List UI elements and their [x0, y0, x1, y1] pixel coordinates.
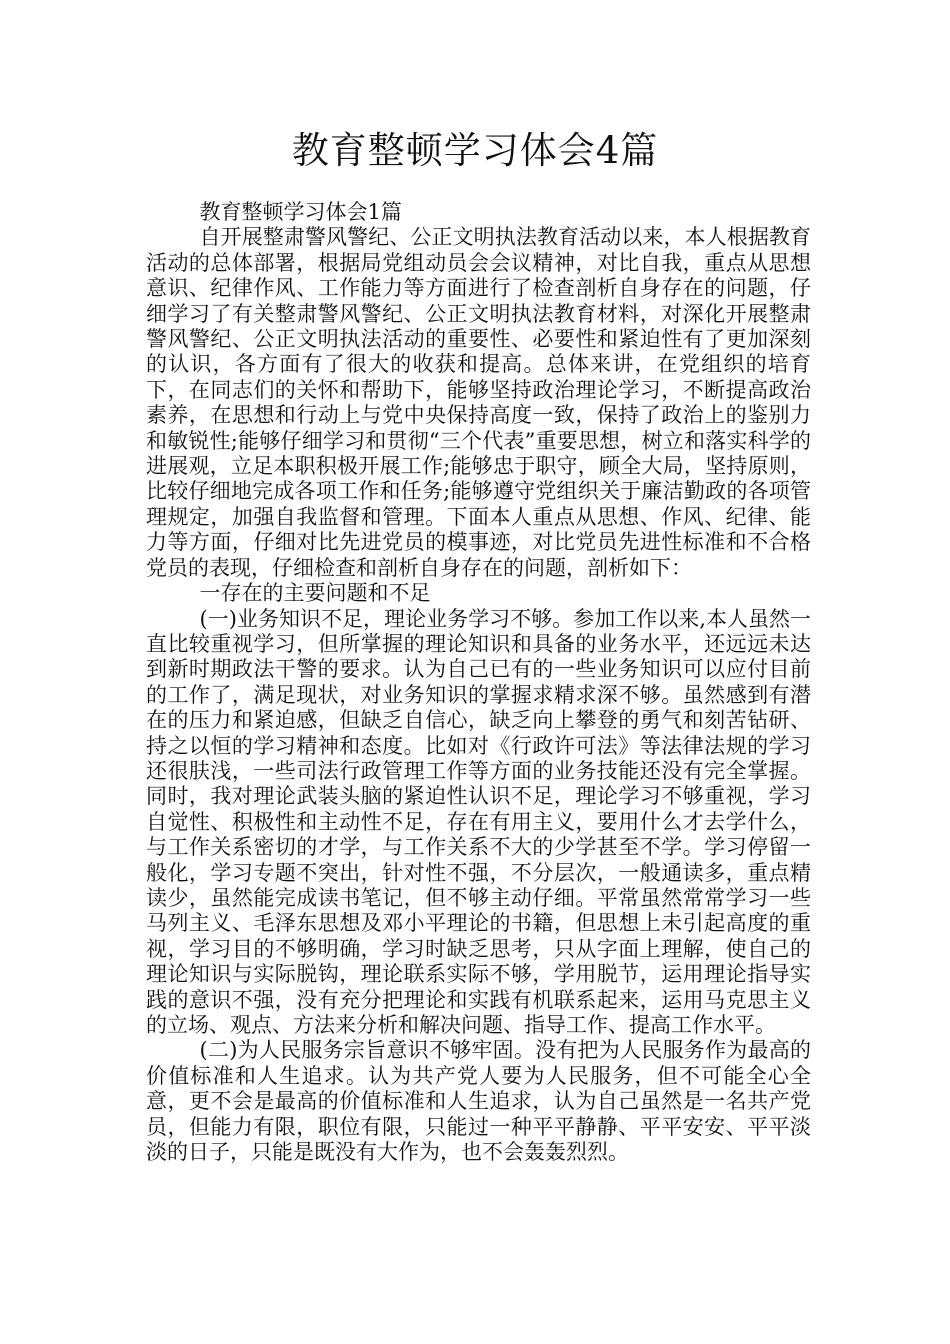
section-heading: 教育整顿学习体会1篇	[199, 200, 402, 224]
paragraph: (一)业务知识不足，理论业务学习不够。参加工作以来,本人虽然一直比较重视学习，但所掌握的理论知识和具备的业务水平，还远远未达到新时期政法干警的要求。认为自己已有的一些业务知识可以应付目前的工作了，满足现状，对业务知识的掌握求精求深不够。虽然感到有潜在的压力和紧迫感，但缺乏自信心，缺乏向上攀登的勇气和刻苦钻研、持之以恒的学习精神和态度。比如对《行政许可法》等法律法规的学习还很肤浅，一些司法行政管理工作等方面的业务技能还没有完全掌握。同时，我对理论武装头脑的紧迫性认识不足，理论学习不够重视，学习自觉性、积极性和主动性不足，存在有用主义，要用什么才去学什么，与工作关系密切的才学，与工作关系不大的少学甚至不学。学习停留一般化，学习专题不突出，针对性不强，不分层次，一般通读多，重点精读少，虽然能完成读书笔记，但不够主动仔细。平常虽然常常学习一些马列主义、毛泽东思想及邓小平理论的书籍，但思想上未引起高度的重视，学习目的不够明确，学习时缺乏思考，只从字面上理解，使自己的理论知识与实际脱钩，理论联系实际不够，学用脱节，运用理论指导实践的意识不强，没有充分把理论和实践有机联系起来，运用马克思主义的立场、观点、方法来分析和解决问题、指导工作、提高工作水平。	[146, 606, 811, 1037]
paragraph: 自开展整肃警风警纪、公正文明执法教育活动以来，本人根据教育活动的总体部署，根据局党组动员会会议精神，对比自我，重点从思想意识、纪律作风、工作能力等方面进行了检查剖析自身存在的问题，仔细学习了有关整肃警风警纪、公正文明执法教育材料，对深化开展整肃警风警纪、公正文明执法活动的重要性、必要性和紧迫性有了更加深刻的认识，各方面有了很大的收获和提高。总体来讲，在党组织的培育下，在同志们的关怀和帮助下，能够坚持政治理论学习，不断提高政治素养，在思想和行动上与党中央保持高度一致，保持了政治上的鉴别力和敏锐性;能够仔细学习和贯彻“三个代表”重要思想，树立和落实科学的进展观，立足本职积极开展工作;能够忠于职守，顾全大局，坚持原则，比较仔细地完成各项工作和任务;能够遵守党组织关于廉洁勤政的各项管理规定，加强自我监督和管理。下面本人重点从思想、作风、纪律、能力等方面，仔细对比先进党员的模事迹，对比党员先进性标准和不合格党员的表现，仔细检查和剖析自身存在的问题，剖析如下：	[146, 225, 811, 580]
document-title: 教育整顿学习体会4篇	[291, 129, 659, 172]
subsection-heading: 一存在的主要问题和不足	[199, 581, 431, 606]
document-body	[146, 200, 811, 1165]
paragraph: (二)为人民服务宗旨意识不够牢固。没有把为人民服务作为最高的价值标准和人生追求。认为共产党人要为人民服务，但不可能全心全意，更不会是最高的价值标准和人生追求，认为自己虽然是一名共产党员，但能力有限，职位有限，只能过一种平平静静、平平安安、平平淡淡的日子，只能是既没有大作为，也不会轰轰烈烈。	[146, 1038, 811, 1165]
